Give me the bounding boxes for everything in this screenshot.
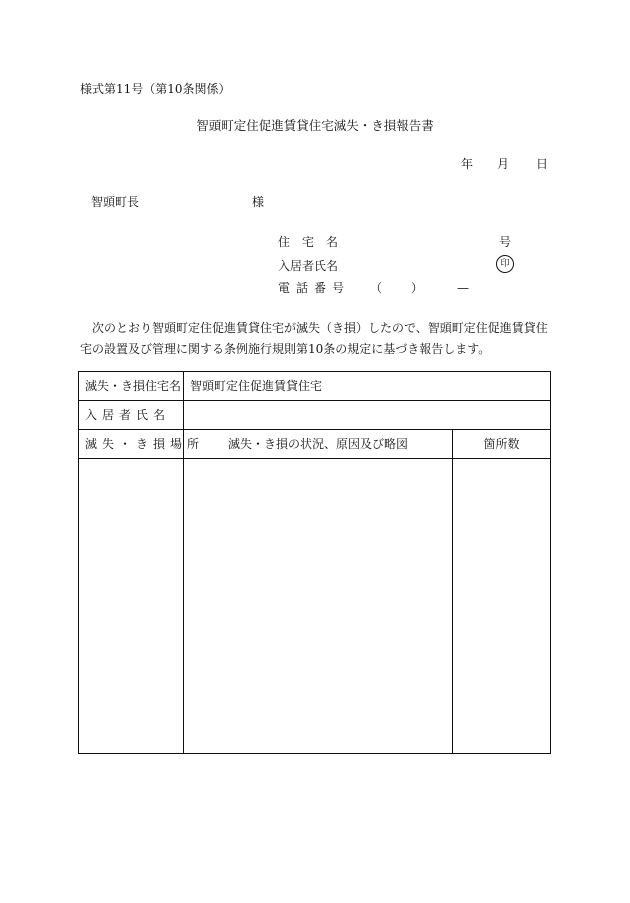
phone-paren-open: （: [370, 281, 383, 295]
date-month-label: 月: [497, 157, 510, 171]
house-name-value-cell[interactable]: 智頭町定住促進賃貸住宅: [184, 372, 551, 401]
date-day-label: 日: [536, 157, 549, 171]
addressee-honorific: 様: [252, 195, 265, 209]
applicant-house-name-label: 住宅名: [278, 235, 351, 249]
count-entry-cell[interactable]: [453, 459, 551, 754]
table-row-headers: [79, 430, 551, 459]
resident-value-cell[interactable]: [184, 401, 551, 430]
phone-dash: —: [457, 281, 469, 295]
table-row-house-name: [79, 372, 551, 401]
applicant-house-suffix: 号: [499, 235, 512, 249]
applicant-resident-label: 入居者氏名: [278, 259, 339, 273]
status-entry-cell[interactable]: [184, 459, 453, 754]
report-table: [78, 371, 551, 754]
addressee-name: 智頭町長: [91, 195, 140, 209]
document-title: 智頭町定住促進賃貸住宅滅失・き損報告書: [196, 118, 434, 133]
house-name-label-cell: 滅失・き損住宅名: [79, 372, 184, 401]
applicant-phone-label: 電話番号: [278, 281, 351, 295]
seal-mark: 印: [496, 255, 514, 273]
phone-paren-close: ）: [411, 281, 424, 295]
report-body-line: 次のとおり智頭町定住促進賃貸住宅が滅失（き損）したので、智頭町定住促進賃貸住: [80, 321, 548, 335]
status-header-cell: 滅失・き損の状況、原因及び略図: [184, 430, 453, 459]
table-row-resident: [79, 401, 551, 430]
resident-label-cell: 入居者氏名: [79, 401, 184, 430]
form-number: 様式第11号（第10条関係）: [80, 82, 231, 96]
location-entry-cell[interactable]: [79, 459, 184, 754]
date-year-label: 年: [461, 157, 474, 171]
report-body-line: 宅の設置及び管理に関する条例施行規則第10条の規定に基づき報告します。: [80, 342, 491, 356]
location-header-cell: 滅失・き損場所: [79, 430, 184, 459]
table-row-entry: [79, 459, 551, 754]
report-body-text: [80, 318, 560, 360]
count-header-cell: 箇所数: [453, 430, 551, 459]
